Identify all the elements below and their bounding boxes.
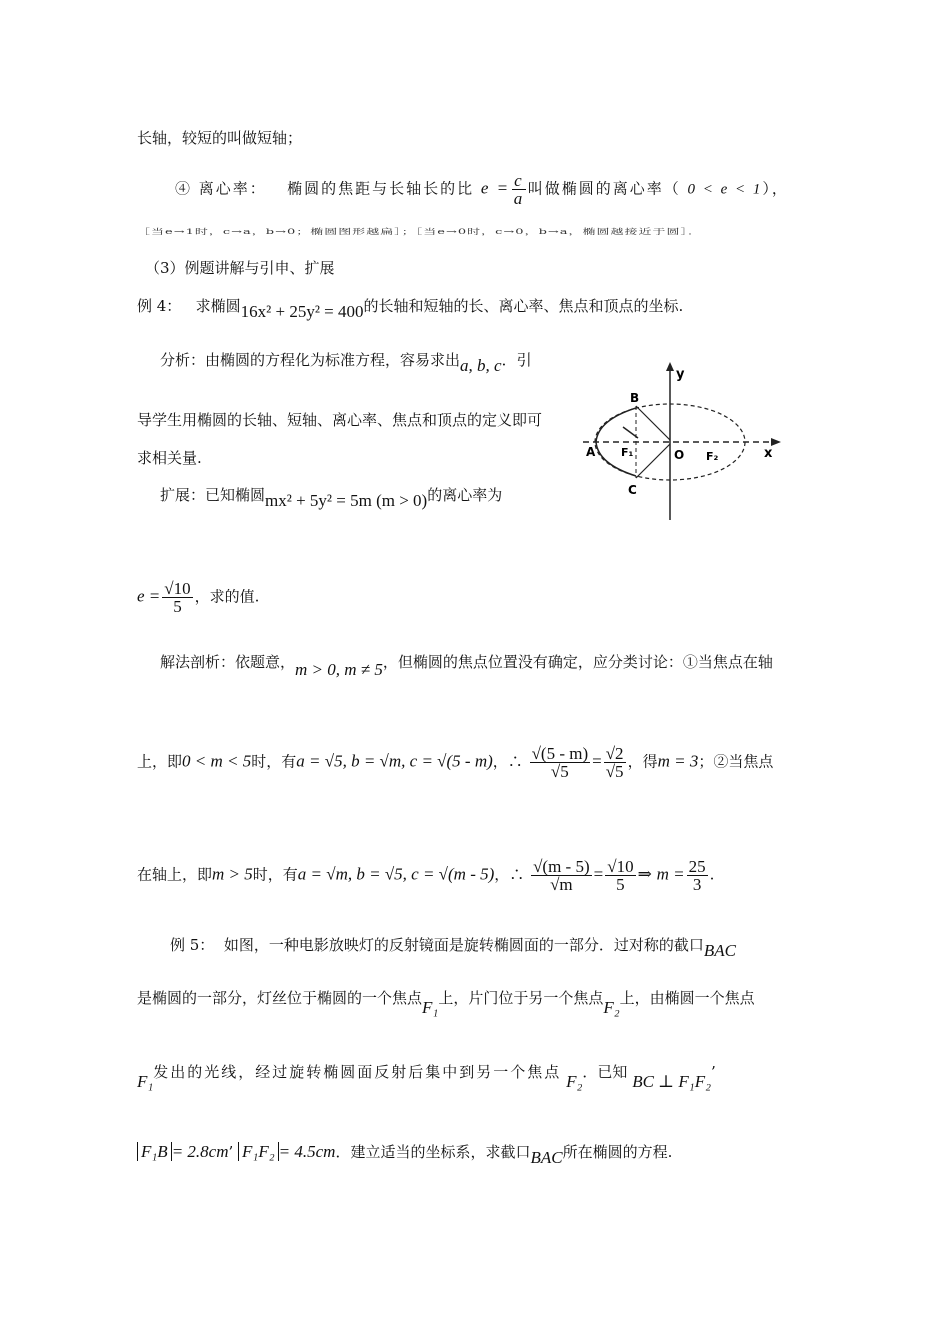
garbled-line: ［当e→1时，c→a，b→0；椭圆图形越扁］；［当e→0时，c→0，b→a，椭圆越接近于圆］． (137, 228, 703, 237)
case2-fraction-right: $\frac{√10}{5}$ (607, 857, 634, 894)
b-to-f2-ray (636, 406, 670, 440)
analysis-vars: a, b, c (460, 356, 502, 375)
ex5-line3: F₁发出的光线，经过旋转椭圆面反射后集中到另一个焦点 F₂．已知 BC ⊥ F₁F₂’ (137, 1063, 716, 1091)
x-axis-arrow (771, 438, 781, 446)
ecc-text1: 椭圆的焦距与长轴长的比 (287, 179, 475, 198)
solution-line1: 解法剖析：依题意，m > 0, m ≠ 5，但椭圆的焦点位置没有确定，应分类讨论：①当焦点在轴 (160, 653, 773, 679)
ex5-line4: F₁B = 2.8cm’ F₁F₂ = 4.5cm．建立适当的坐标系，求截口BAC所在椭圆的方程. (137, 1142, 672, 1162)
extension-e-fraction: $\frac{√10}{5}$ (164, 579, 191, 616)
ellipse-figure (578, 360, 788, 525)
c-to-f2-ray (636, 444, 670, 478)
ex5-bac: BAC (703, 941, 736, 960)
ex4-text2: 的长轴和短轴的长、离心率、焦点和顶点的坐标. (363, 297, 684, 315)
c-label: C (628, 483, 637, 497)
ex4-label: 例 4： (137, 297, 182, 315)
a-label: A (586, 445, 596, 459)
ecc-label: ④ 离心率： (175, 179, 267, 198)
o-label: O (674, 448, 685, 462)
y-axis-arrow (666, 362, 674, 371)
ex4-equation: 16x² + 25y² = 400 (240, 302, 364, 321)
case1-range: 0 < m < 5 (182, 751, 252, 771)
ex5-perp: BC ⊥ F₁F₂ (632, 1072, 711, 1091)
solution-condition: m > 0, m ≠ 5 (295, 660, 383, 679)
solution-line2: 上，即0 < m < 5时，有a = √5, b = √m, c = √(5 - m)，∴ $\frac{√(5 - m)}{√5}$ = $\frac{√2}{√5}$ ，得m = 3；②当焦点 (137, 744, 774, 781)
ex4-line (137, 296, 684, 321)
ex5-line2: 是椭圆的一部分，灯丝位于椭圆的一个焦点F₁上，片门位于另一个焦点F₂上，由椭圆一个焦点 (137, 989, 755, 1017)
case1-fraction-right: $\frac{√2}{√5}$ (605, 744, 624, 781)
ex5-line1: 例 5： 如图，一种电影放映灯的反射镜面是旋转椭圆面的一部分．过对称的截口BAC (170, 936, 736, 960)
x-label: x (764, 446, 773, 461)
ecc-formula-lhs: e = (480, 178, 511, 198)
ecc-line (175, 172, 789, 207)
y-label: y (676, 367, 685, 382)
section3-heading: （3）例题讲解与引申、扩展 (145, 259, 335, 277)
ecc-text3: ）， (762, 179, 789, 198)
extension-line: 扩展：已知椭圆mx² + 5y² = 5m (m > 0)的离心率为 (160, 486, 503, 510)
ex4-text1: 求椭圆 (195, 297, 241, 315)
analysis-line2: 导学生用椭圆的长轴、短轴、离心率、焦点和顶点的定义即可 (137, 411, 543, 429)
case2-fraction-left: $\frac{√(m - 5)}{√m}$ (533, 857, 590, 894)
case1-fraction-left: $\frac{√(5 - m)}{√5}$ (531, 744, 589, 781)
analysis-line1: 分析：由椭圆的方程化为标准方程，容易求出a, b, c．引 (160, 351, 532, 375)
f1-label: F₁ (621, 446, 634, 459)
case1-abc: a = √5, b = √m, c = √(5 - m) (296, 751, 493, 771)
case1-result: m = 3 (657, 751, 699, 771)
case2-abc: a = √m, b = √5, c = √(m - 5) (297, 864, 495, 884)
ecc-range: 0 < e < 1 (687, 181, 763, 198)
text-major-minor: 长轴，较短的叫做短轴； (137, 129, 303, 147)
ecc-fraction: $\frac{c}{a}$ (513, 171, 525, 208)
f2-label: F₂ (706, 450, 719, 463)
extension-equation: mx² + 5y² = 5m (m > 0) (265, 491, 428, 510)
case2-range: m > 5 (212, 864, 253, 884)
case2-result-fraction: $\frac{25}{3}$ (688, 857, 706, 894)
analysis-line3: 求相关量. (137, 449, 202, 467)
extension-e-line: e = $\frac{√10}{5}$ ，求的值. (137, 579, 260, 616)
b-label: B (630, 391, 640, 405)
solution-line3: 在轴上，即m > 5时，有a = √m, b = √5, c = √(m - 5)，∴ $\frac{√(m - 5)}{√m}$ = $\frac{√10}{5}$ ⇒ m = $\frac{25}{3}$ . (137, 857, 715, 894)
ecc-text2: 叫做椭圆的离心率（ (527, 179, 681, 198)
